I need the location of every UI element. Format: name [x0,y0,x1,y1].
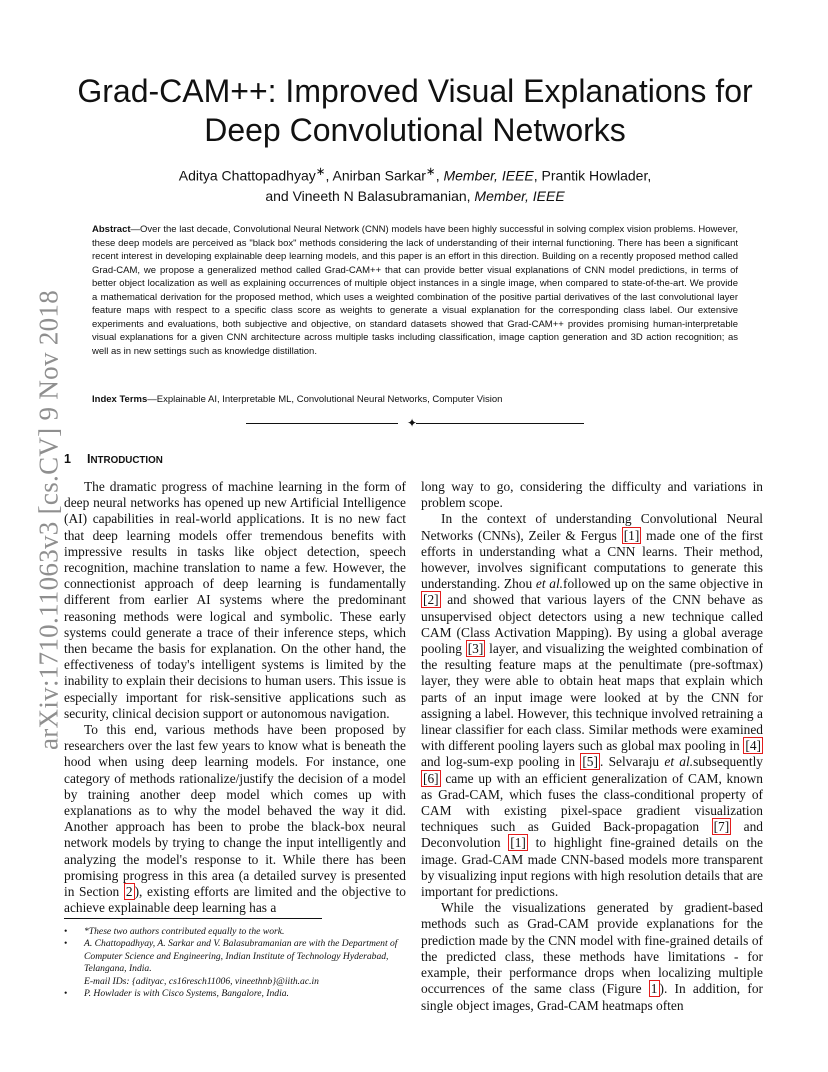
figure-ref-link[interactable]: 1 [650,981,658,997]
right-paragraph-0: long way to go, considering the difficulty and variations in problem scope. [421,479,763,511]
footnote-rule [64,918,322,919]
right-p1-h: subsequently [693,754,763,770]
left-paragraph-1: The dramatic progress of machine learning in the form of deep neural networks has opened up new Artificial Intelligence (AI) capabilities in real-world applications. It is no new fact that deep learning models offer tremendous benefits with impressive results in tasks like object detection, speech recognition, machine translation to name a few. However, the connectionist approach of deep learning is fundamentally different from earlier AI systems where the predominant reasoning methods were logical and symbolic. These early systems could generate a trace of their inference steps, which then became the basis for explanation. On the other hand, the effectiveness of today's intelligent systems is limited by the inability to explain their decisions to human users. This issue is especially important for risk-sensitive applications such as security, clinical decision support or autonomous navigation. [64,479,406,721]
author-4-affiliation: Member, IEEE [474,187,565,204]
arxiv-stamp-text: arXiv:1710.11063v3 [cs.CV] 9 Nov 2018 [33,289,64,751]
author-2: Anirban Sarkar [332,167,426,184]
footnote-3 [64,988,406,1000]
right-column [421,479,763,1014]
right-p1-i: came up with an efficient generalization of CAM, known as Grad-CAM, which fuses the class-conditional property of CAM with existing pixel-space gradient visualization techniques such as Guided Back-propagation [421,770,763,835]
author-line-2 [60,186,770,206]
footnote-1 [64,926,406,938]
title-line-1: Grad-CAM++: Improved Visual Explanations for [77,73,753,109]
left-p2-text-a: To this end, various methods have been proposed by researchers over the last few years to know what is beneath the hood when using deep learning models. For instance, one category of methods rationalize/justify the decision of a model by training another deep model which comes up with explanations as to why the model behaved the way it did. Another approach has been to probe the black-box neural network models by trying to change the input intelligently and analyzing the model's response to it. While there has been promising progress in this area (a detailed survey is presented in Section [64,722,406,900]
footnotes [64,926,406,1000]
section-title-initial: I [86,452,91,466]
citation-link[interactable]: [1] [510,835,526,851]
abstract-label: Abstract [92,224,131,235]
bullet-icon: • [64,988,68,1000]
right-p1-b: made one of the first efforts in understanding what a CNN learns. Their method, however, involves significant computations to generate this understanding. Zhou [421,527,763,592]
citation-link[interactable]: [6] [423,770,439,786]
separator-diamond-icon: ✦ [407,416,418,430]
right-p1-j: and Deconvolution [421,819,763,851]
author-1: Aditya Chattopadhyay [178,167,316,184]
right-p2-b: ). In addition, for single object images, Grad-CAM heatmaps often [421,981,763,1013]
right-p1-c: followed up on the same objective in [563,576,763,592]
citation-link[interactable]: [1] [623,527,640,543]
bullet-icon: • [64,926,68,937]
right-paragraph-2 [421,900,763,1013]
index-terms-label: Index Terms [92,394,148,405]
author-3: Prantik Howlader, [541,167,652,184]
section-number: 1 [64,452,71,466]
abstract [92,223,738,358]
right-p1-g: . Selvaraju [599,754,665,770]
right-p2-a: While the visualizations generated by gradient-based methods such as Grad-CAM provide explanations for the prediction made by the CNN model with fine-grained details of the predicted class, these methods have limitations - for example, their performance drops when localizing multiple occurrences of the same class (Figure [421,900,763,997]
citation-link[interactable]: [4] [745,738,761,754]
author-and: and [265,187,289,204]
right-p1-e: layer, and visualizing the weighted combination of the resulting feature maps at the penultimate (pre-softmax) layer, they were able to obtain heat maps that explain which parts of an input image were looked at by the CNN for assigning a label. However, this technique involved retraining a linear classifier for each class. Similar methods were examined with different pooling layers such as global max pooling in [421,641,764,754]
title-line-2: Deep Convolutional Networks [204,112,626,148]
author-2-mark: ∗ [425,165,436,178]
right-p1-etal: et al. [535,576,564,592]
abstract-text: —Over the last decade, Convolutional Neural Network (CNN) models have been highly successful in solving complex vision problems. However, these deep models are perceived as "black box" methods considering the lack of understanding of their internal functioning. There has been a significant recent interest in developing explainable deep learning models, and this paper is an effort in this direction. Building on a recently proposed method called Grad-CAM, we propose a generalized method called Grad-CAM++ that can provide better visual explanations of CNN model predictions, in terms of better object localization as well as explaining occurrences of multiple object instances in a single image, when compared to state-of-the-art. We provide a mathematical derivation for the proposed method, which uses a weighted combination of the positive partial derivatives of the last convolutional layer feature maps with respect to a specific class score as weights to generate a visual explanation for the corresponding class label. Our extensive experiments and evaluations, both subjective and objective, on standard datasets showed that Grad-CAM++ provides promising human-interpretable visual explanations for a given CNN architecture across multiple tasks including classification, image caption generation and 3D action recognition; as well as in new settings such as knowledge distillation. [92,224,738,357]
footnote-2 [64,938,406,988]
citation-link[interactable]: [7] [713,819,730,835]
separator-rule-left [246,423,398,424]
author-line-1: Aditya Chattopadhyay∗, Anirban Sarkar∗, Member, IEEE, Prantik Howlader, [178,165,652,184]
section-title-rest: NTRODUCTION [90,455,163,466]
right-p1-d: and showed that various layers of the CNN behave as unsupervised object detectors using a new technique called CAM (Class Activation Mapping). By using a global average pooling [421,592,763,657]
footnote-3-text: P. Howlader is with Cisco Systems, Bangalore, India. [84,988,289,1000]
left-p2-text-b: ), existing efforts are limited and the objective to achieve explainable deep learning has a [64,884,407,916]
citation-link[interactable]: [5] [582,754,598,770]
index-terms [92,393,738,407]
author-2-affiliation: Member, IEEE [443,167,534,184]
bullet-icon: • [64,938,68,950]
arxiv-stamp [14,0,64,1072]
right-p1-k: to highlight fine-grained details on the image. Grad-CAM made CNN-based models more transparent by visualizing input regions with high resolution details that are important for predictions. [421,835,763,900]
right-paragraph-1 [421,511,763,900]
left-paragraph-2 [64,722,406,916]
right-p1-etal: et al. [664,754,694,770]
paper-title [60,72,770,150]
right-p1-a: In the context of understanding Convolutional Neural Networks (CNNs), Zeiler & Fergus [421,511,763,543]
footnote-2-text: A. Chattopadhyay, A. Sarkar and V. Balasubramanian are with the Department of Computer Science and Engineering, Indian Institute of Technology Hyderabad, Telangana, India. [84,938,398,975]
citation-link[interactable]: [2] [423,592,439,608]
section-separator [246,417,584,431]
right-p1-f: and log-sum-exp pooling in [421,754,581,770]
separator-rule-right [416,423,584,424]
author-1-mark: ∗ [315,165,326,178]
footnote-2-emails: E-mail IDs: {adityac, cs16resch11006, vineethnb}@iith.ac.in [84,975,319,987]
author-4: Vineeth N Balasubramanian, [292,187,471,204]
citation-link[interactable]: [3] [467,641,484,657]
section-ref-link[interactable]: 2 [125,884,133,900]
section-heading [64,452,163,466]
index-terms-text: —Explainable AI, Interpretable ML, Convolutional Neural Networks, Computer Vision [147,394,503,405]
left-column [64,479,406,916]
footnote-1-text: *These two authors contributed equally to the work. [84,926,285,937]
author-block [60,162,770,206]
